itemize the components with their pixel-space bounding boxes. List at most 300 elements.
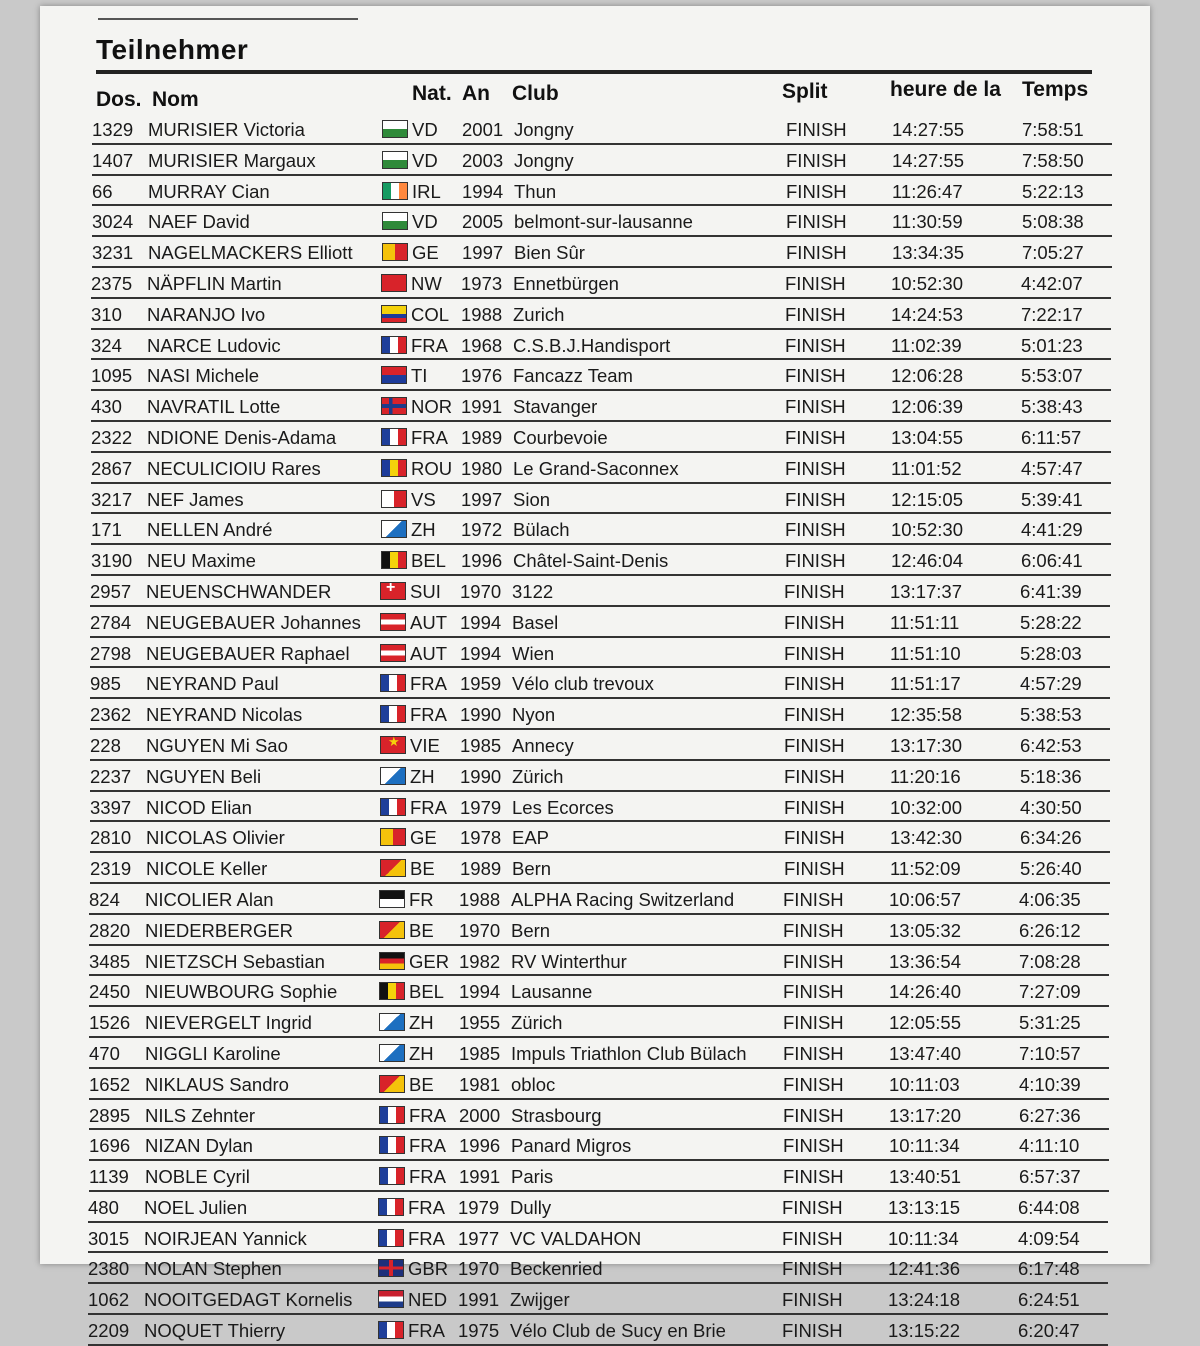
flag-aut-icon xyxy=(380,613,406,631)
finish-clock-time: 12:06:28 xyxy=(891,365,964,387)
finish-clock-time: 10:11:03 xyxy=(889,1073,960,1095)
participant-name: NARANJO Ivo xyxy=(147,303,266,325)
flag-irl-icon xyxy=(382,182,408,200)
birth-year: 1994 xyxy=(460,642,502,664)
flag-ger-icon xyxy=(379,952,405,970)
birth-year: 1994 xyxy=(460,611,502,633)
nationality-code: FRA xyxy=(410,673,447,695)
club-name: Wien xyxy=(512,642,555,664)
participant-name: NGUYEN Beli xyxy=(146,765,262,787)
nationality-code: FRA xyxy=(408,1196,445,1218)
flag-fra-icon xyxy=(378,1321,404,1339)
bib-number: 985 xyxy=(90,673,121,695)
nationality-code: GBR xyxy=(408,1258,449,1280)
nationality-code: GE xyxy=(410,827,437,849)
split-status: FINISH xyxy=(783,888,844,910)
finish-clock-time: 12:05:55 xyxy=(889,1012,962,1034)
bib-number: 1526 xyxy=(89,1012,131,1034)
flag-gbr-icon xyxy=(378,1259,404,1277)
club-name: ALPHA Racing Switzerland xyxy=(511,888,735,910)
nationality-code: ROU xyxy=(411,457,453,479)
participant-name: NOQUET Thierry xyxy=(144,1320,286,1342)
split-status: FINISH xyxy=(785,272,846,294)
flag-vie-icon: ★ xyxy=(380,736,406,754)
participant-name: NIEVERGELT Ingrid xyxy=(145,1012,312,1034)
split-status: FINISH xyxy=(786,149,847,171)
birth-year: 1989 xyxy=(460,858,502,880)
birth-year: 1994 xyxy=(459,981,501,1003)
club-name: Strasbourg xyxy=(511,1104,602,1126)
split-status: FINISH xyxy=(784,765,845,787)
split-status: FINISH xyxy=(782,1196,843,1218)
nationality-code: NW xyxy=(411,272,442,294)
flag-fra-icon xyxy=(380,674,406,692)
birth-year: 1959 xyxy=(460,673,502,695)
participant-name: NOEL Julien xyxy=(144,1196,248,1218)
participant-name: NIZAN Dylan xyxy=(145,1135,253,1157)
total-time: 7:58:51 xyxy=(1022,119,1084,140)
club-name: Bern xyxy=(511,919,551,941)
birth-year: 2001 xyxy=(462,119,504,140)
participant-name: NÄPFLIN Martin xyxy=(147,272,282,294)
finish-clock-time: 12:41:36 xyxy=(888,1258,961,1280)
total-time: 4:06:35 xyxy=(1019,888,1081,910)
finish-clock-time: 13:17:30 xyxy=(890,734,963,756)
club-name: obloc xyxy=(511,1073,556,1095)
total-time: 5:39:41 xyxy=(1021,488,1083,510)
split-status: FINISH xyxy=(783,1104,844,1126)
flag-ned-icon xyxy=(378,1290,404,1308)
bib-number: 310 xyxy=(91,303,122,325)
total-time: 7:05:27 xyxy=(1022,242,1084,264)
total-time: 4:09:54 xyxy=(1018,1227,1080,1249)
bib-number: 2319 xyxy=(90,858,132,880)
bib-number: 3485 xyxy=(89,950,131,972)
nationality-code: COL xyxy=(411,303,450,325)
club-name: Lausanne xyxy=(511,981,593,1003)
club-name: Ennetbürgen xyxy=(513,272,619,294)
finish-clock-time: 12:06:39 xyxy=(891,396,964,418)
finish-clock-time: 14:26:40 xyxy=(889,981,962,1003)
birth-year: 1994 xyxy=(462,180,504,202)
page-title: Teilnehmer xyxy=(96,34,249,65)
flag-nor-icon xyxy=(381,397,407,415)
finish-clock-time: 13:17:20 xyxy=(889,1104,962,1126)
split-status: FINISH xyxy=(786,211,847,233)
participant-name: NIGGLI Karoline xyxy=(145,1042,281,1064)
total-time: 6:11:57 xyxy=(1021,426,1082,448)
club-name: belmont-sur-lausanne xyxy=(514,211,693,233)
split-status: FINISH xyxy=(784,734,845,756)
nationality-code: AUT xyxy=(410,642,447,664)
bib-number: 1407 xyxy=(92,149,134,171)
flag-fra-icon xyxy=(381,428,407,446)
participant-name: NICOD Elian xyxy=(146,796,252,818)
split-status: FINISH xyxy=(785,519,846,541)
col-header-nat: Nat. xyxy=(412,82,452,105)
club-name: Panard Migros xyxy=(511,1135,632,1157)
total-time: 6:44:08 xyxy=(1018,1196,1080,1218)
bib-number: 2784 xyxy=(90,611,132,633)
table-row xyxy=(90,761,1110,792)
flag-vs-icon xyxy=(381,490,407,508)
nationality-code: VD xyxy=(412,119,438,140)
split-status: FINISH xyxy=(783,1073,844,1095)
finish-clock-time: 10:11:34 xyxy=(889,1135,960,1157)
table-row xyxy=(90,822,1110,853)
split-status: FINISH xyxy=(785,488,846,510)
club-name: RV Winterthur xyxy=(511,950,627,972)
flag-nw-icon xyxy=(381,274,407,292)
bib-number: 3190 xyxy=(91,550,133,572)
nationality-code: TI xyxy=(411,365,428,387)
table-row xyxy=(90,730,1110,761)
finish-clock-time: 11:26:47 xyxy=(892,180,963,202)
total-time: 6:27:36 xyxy=(1019,1104,1081,1126)
flag-fra-icon xyxy=(379,1106,405,1124)
col-header-dos: Dos. xyxy=(96,88,142,111)
finish-clock-time: 13:42:30 xyxy=(890,827,963,849)
finish-clock-time: 13:13:15 xyxy=(888,1196,961,1218)
club-name: 3122 xyxy=(512,580,554,602)
flag-sui-icon: + xyxy=(380,582,406,600)
nationality-code: FRA xyxy=(409,1135,446,1157)
flag-vd-icon xyxy=(382,120,408,138)
bib-number: 2450 xyxy=(89,981,131,1003)
finish-clock-time: 13:24:18 xyxy=(888,1289,961,1311)
split-status: FINISH xyxy=(786,242,847,264)
nationality-code: VD xyxy=(412,149,438,171)
table-row xyxy=(92,237,1112,268)
birth-year: 1991 xyxy=(459,1166,501,1188)
split-status: FINISH xyxy=(785,365,846,387)
club-name: Zürich xyxy=(512,765,564,787)
flag-vd-icon xyxy=(382,212,408,230)
club-name: Jongny xyxy=(514,149,574,171)
col-header-an: An xyxy=(462,82,490,105)
table-row xyxy=(91,360,1111,391)
club-name: Bülach xyxy=(513,519,570,541)
club-name: Le Grand-Saconnex xyxy=(513,457,679,479)
participant-name: NEF James xyxy=(147,488,244,510)
total-time: 4:11:10 xyxy=(1019,1135,1080,1157)
birth-year: 1991 xyxy=(461,396,503,418)
nationality-code: FRA xyxy=(408,1320,445,1342)
finish-clock-time: 13:05:32 xyxy=(889,919,962,941)
total-time: 5:53:07 xyxy=(1021,365,1083,387)
birth-year: 1990 xyxy=(460,704,502,726)
total-time: 6:57:37 xyxy=(1019,1166,1081,1188)
participant-name: NEUGEBAUER Raphael xyxy=(146,642,350,664)
birth-year: 1977 xyxy=(458,1227,500,1249)
birth-year: 1982 xyxy=(459,950,501,972)
nationality-code: AUT xyxy=(410,611,447,633)
participant-name: NIEUWBOURG Sophie xyxy=(145,981,338,1003)
table-row xyxy=(88,1253,1108,1284)
table-row xyxy=(89,1069,1109,1100)
participant-name: NEYRAND Nicolas xyxy=(146,704,303,726)
nationality-code: IRL xyxy=(412,180,441,202)
participant-name: NAGELMACKERS Elliott xyxy=(148,242,353,264)
club-name: Bien Sûr xyxy=(514,242,585,264)
nationality-code: BE xyxy=(409,1073,434,1095)
split-status: FINISH xyxy=(786,119,847,140)
total-time: 5:31:25 xyxy=(1019,1012,1081,1034)
nationality-code: FRA xyxy=(410,796,447,818)
total-time: 6:17:48 xyxy=(1018,1258,1080,1280)
flag-bel-icon xyxy=(381,551,407,569)
bib-number: 1139 xyxy=(89,1166,129,1188)
flag-be-icon xyxy=(379,921,405,939)
club-name: Châtel-Saint-Denis xyxy=(513,550,669,572)
participant-name: NICOLIER Alan xyxy=(145,888,274,910)
table-row xyxy=(88,1315,1108,1346)
nationality-code: NOR xyxy=(411,396,453,418)
table-row xyxy=(90,607,1110,638)
bib-number: 324 xyxy=(91,334,122,356)
nationality-code: VD xyxy=(412,211,438,233)
col-header-club: Club xyxy=(512,82,559,105)
finish-clock-time: 12:35:58 xyxy=(890,704,963,726)
birth-year: 1996 xyxy=(459,1135,501,1157)
nationality-code: ZH xyxy=(410,765,435,787)
birth-year: 1979 xyxy=(460,796,502,818)
nationality-code: FRA xyxy=(409,1166,446,1188)
club-name: Stavanger xyxy=(513,396,598,418)
split-status: FINISH xyxy=(782,1227,843,1249)
flag-be-icon xyxy=(380,859,406,877)
finish-clock-time: 11:01:52 xyxy=(891,457,962,479)
table-row xyxy=(91,545,1111,576)
finish-clock-time: 10:52:30 xyxy=(891,272,964,294)
club-name: VC VALDAHON xyxy=(510,1227,642,1249)
nationality-code: BEL xyxy=(411,550,446,572)
birth-year: 1979 xyxy=(458,1196,500,1218)
nationality-code: BEL xyxy=(409,981,444,1003)
participant-name: NOLAN Stephen xyxy=(144,1258,282,1280)
birth-year: 1981 xyxy=(459,1073,501,1095)
club-name: Vélo club trevoux xyxy=(512,673,654,695)
participant-name: NIEDERBERGER xyxy=(145,919,294,941)
finish-clock-time: 13:15:22 xyxy=(888,1320,961,1342)
club-name: Zürich xyxy=(511,1012,563,1034)
split-status: FINISH xyxy=(785,303,846,325)
split-status: FINISH xyxy=(782,1289,843,1311)
club-name: Impuls Triathlon Club Bülach xyxy=(511,1042,747,1064)
split-status: FINISH xyxy=(784,827,845,849)
nationality-code: FR xyxy=(409,888,434,910)
flag-fra-icon xyxy=(379,1136,405,1154)
finish-clock-time: 14:27:55 xyxy=(892,119,965,140)
participant-name: NARCE Ludovic xyxy=(147,334,281,356)
nationality-code: NED xyxy=(408,1289,448,1311)
col-header-temps: Temps xyxy=(1022,78,1089,101)
nationality-code: VS xyxy=(411,488,436,510)
total-time: 7:22:17 xyxy=(1021,303,1083,325)
total-time: 6:20:47 xyxy=(1018,1320,1080,1342)
results-table xyxy=(88,114,1112,1346)
flag-fra-icon xyxy=(378,1198,404,1216)
birth-year: 1970 xyxy=(458,1258,500,1280)
table-row xyxy=(92,145,1112,176)
participant-name: NDIONE Denis-Adama xyxy=(147,426,337,448)
nationality-code: ZH xyxy=(409,1012,434,1034)
finish-clock-time: 10:32:00 xyxy=(890,796,963,818)
total-time: 5:28:03 xyxy=(1020,642,1082,664)
table-row xyxy=(91,514,1111,545)
table-row xyxy=(88,1192,1108,1223)
birth-year: 1985 xyxy=(460,734,502,756)
table-row xyxy=(89,1100,1109,1131)
birth-year: 1978 xyxy=(460,827,502,849)
bib-number: 2237 xyxy=(90,765,132,787)
finish-clock-time: 12:46:04 xyxy=(891,550,964,572)
club-name: Les Ecorces xyxy=(512,796,614,818)
flag-be-icon xyxy=(379,1075,405,1093)
bib-number: 824 xyxy=(89,888,120,910)
participant-name: NECULICIOIU Rares xyxy=(147,457,321,479)
table-row xyxy=(91,391,1111,422)
split-status: FINISH xyxy=(784,858,845,880)
split-status: FINISH xyxy=(783,919,844,941)
total-time: 5:01:23 xyxy=(1021,334,1083,356)
birth-year: 1955 xyxy=(459,1012,501,1034)
bib-number: 66 xyxy=(92,180,113,202)
bib-number: 3015 xyxy=(88,1227,130,1249)
total-time: 7:08:28 xyxy=(1019,950,1081,972)
nationality-code: FRA xyxy=(408,1227,445,1249)
participant-name: NELLEN André xyxy=(147,519,273,541)
finish-clock-time: 14:24:53 xyxy=(891,303,964,325)
col-header-heure: heure de la xyxy=(890,78,1001,101)
header-rule xyxy=(96,70,1092,74)
birth-year: 1973 xyxy=(461,272,503,294)
bib-number: 2867 xyxy=(91,457,133,479)
nationality-code: ZH xyxy=(411,519,436,541)
table-row xyxy=(89,946,1109,977)
bib-number: 3231 xyxy=(92,242,134,264)
flag-fra-icon xyxy=(379,1167,405,1185)
birth-year: 2003 xyxy=(462,149,504,171)
total-time: 4:57:47 xyxy=(1021,457,1083,479)
participant-name: NGUYEN Mi Sao xyxy=(146,734,288,756)
nationality-code: VIE xyxy=(410,734,440,756)
split-status: FINISH xyxy=(785,426,846,448)
flag-ti-icon xyxy=(381,366,407,384)
split-status: FINISH xyxy=(783,1042,844,1064)
total-time: 7:27:09 xyxy=(1019,981,1081,1003)
bib-number: 2209 xyxy=(88,1320,130,1342)
table-row xyxy=(89,1161,1109,1192)
finish-clock-time: 10:52:30 xyxy=(891,519,964,541)
flag-aut-icon xyxy=(380,644,406,662)
nationality-code: BE xyxy=(410,858,435,880)
flag-rou-icon xyxy=(381,459,407,477)
total-time: 6:42:53 xyxy=(1020,734,1082,756)
top-divider xyxy=(98,18,358,20)
flag-zh-icon xyxy=(379,1013,405,1031)
bib-number: 2810 xyxy=(90,827,132,849)
bib-number: 2798 xyxy=(90,642,132,664)
total-time: 5:22:13 xyxy=(1022,180,1084,202)
flag-zh-icon xyxy=(379,1044,405,1062)
table-row xyxy=(92,206,1112,237)
finish-clock-time: 13:17:37 xyxy=(890,580,963,602)
split-status: FINISH xyxy=(782,1258,843,1280)
birth-year: 2000 xyxy=(459,1104,501,1126)
flag-ge-icon xyxy=(382,243,408,261)
split-status: FINISH xyxy=(782,1320,843,1342)
split-status: FINISH xyxy=(783,950,844,972)
col-header-nom: Nom xyxy=(152,88,199,111)
bib-number: 2820 xyxy=(89,919,131,941)
flag-fra-icon xyxy=(380,798,406,816)
finish-clock-time: 10:06:57 xyxy=(889,888,962,910)
participant-name: NICOLE Keller xyxy=(146,858,268,880)
club-name: C.S.B.J.Handisport xyxy=(513,334,671,356)
birth-year: 1988 xyxy=(459,888,501,910)
club-name: Dully xyxy=(510,1196,552,1218)
participant-name: NEUENSCHWANDER xyxy=(146,580,332,602)
total-time: 6:34:26 xyxy=(1020,827,1082,849)
bib-number: 2957 xyxy=(90,580,132,602)
bib-number: 480 xyxy=(88,1196,119,1218)
finish-clock-time: 13:34:35 xyxy=(892,242,965,264)
club-name: Sion xyxy=(513,488,551,510)
finish-clock-time: 11:52:09 xyxy=(890,858,961,880)
club-name: Bern xyxy=(512,858,552,880)
flag-zh-icon xyxy=(381,520,407,538)
split-status: FINISH xyxy=(785,396,846,418)
nationality-code: BE xyxy=(409,919,434,941)
table-row xyxy=(91,330,1111,361)
nationality-code: ZH xyxy=(409,1042,434,1064)
bib-number: 3217 xyxy=(91,488,133,510)
table-row xyxy=(90,668,1110,699)
nationality-code: GER xyxy=(409,950,450,972)
birth-year: 1997 xyxy=(461,488,503,510)
participant-name: NEU Maxime xyxy=(147,550,256,572)
birth-year: 1988 xyxy=(461,303,503,325)
bib-number: 2322 xyxy=(91,426,133,448)
finish-clock-time: 11:51:11 xyxy=(890,611,960,633)
club-name: Courbevoie xyxy=(513,426,608,448)
finish-clock-time: 13:04:55 xyxy=(891,426,964,448)
table-row xyxy=(91,484,1111,515)
flag-fra-icon xyxy=(381,336,407,354)
birth-year: 1972 xyxy=(461,519,503,541)
participant-name: MURISIER Margaux xyxy=(148,149,316,171)
bib-number: 2362 xyxy=(90,704,132,726)
total-time: 6:41:39 xyxy=(1020,580,1082,602)
split-status: FINISH xyxy=(785,457,846,479)
flag-col-icon xyxy=(381,305,407,323)
birth-year: 1997 xyxy=(462,242,504,264)
table-row xyxy=(89,915,1109,946)
participant-name: NEUGEBAUER Johannes xyxy=(146,611,361,633)
flag-fra-icon xyxy=(378,1229,404,1247)
finish-clock-time: 12:15:05 xyxy=(891,488,964,510)
total-time: 5:08:38 xyxy=(1022,211,1084,233)
table-row xyxy=(90,638,1110,669)
finish-clock-time: 11:51:17 xyxy=(890,673,961,695)
total-time: 4:42:07 xyxy=(1021,272,1083,294)
participant-name: NICOLAS Olivier xyxy=(146,827,285,849)
table-row xyxy=(91,453,1111,484)
total-time: 6:06:41 xyxy=(1021,550,1083,572)
club-name: Beckenried xyxy=(510,1258,603,1280)
total-time: 5:26:40 xyxy=(1020,858,1082,880)
